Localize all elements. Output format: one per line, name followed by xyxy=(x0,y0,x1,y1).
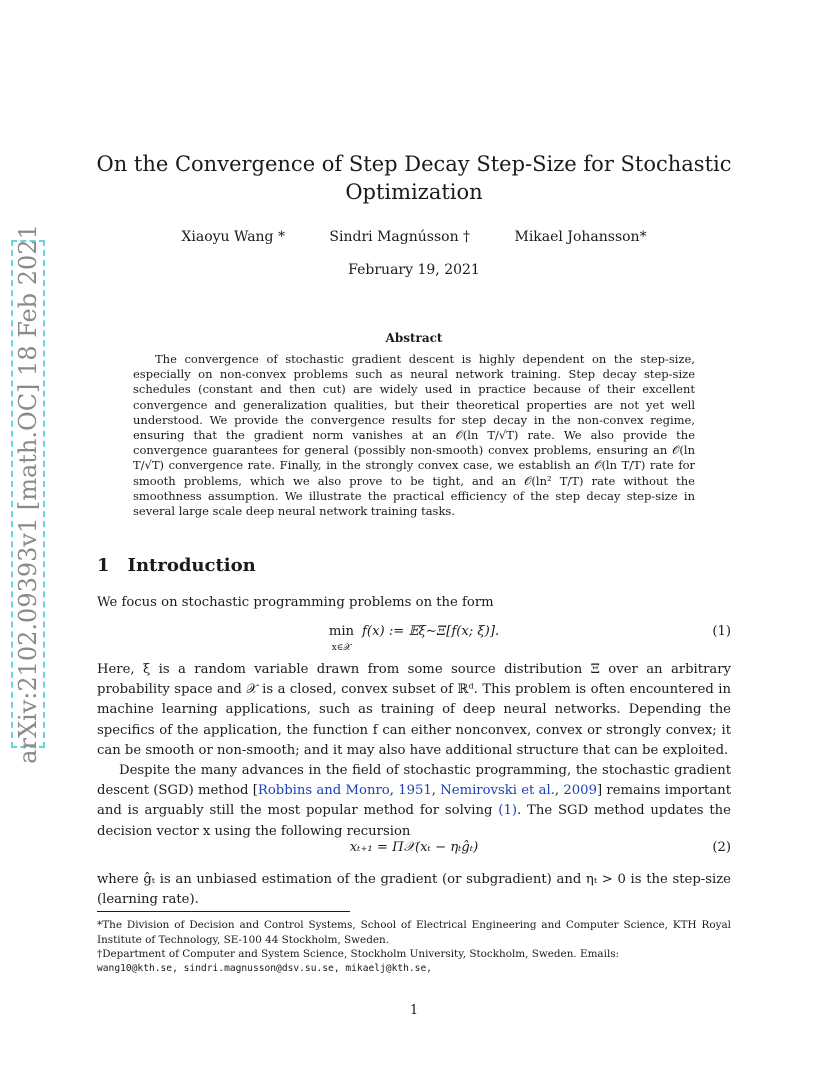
eq-ref-1[interactable]: (1) xyxy=(498,803,517,819)
page-number: 1 xyxy=(409,1003,419,1018)
section-title: Introduction xyxy=(127,555,256,576)
eq2-number: (2) xyxy=(712,840,731,855)
footnotes xyxy=(97,918,731,976)
section-number: 1 xyxy=(97,555,110,576)
footnote-1: *The Division of Decision and Control Systems, School of Electrical Engineering and Computer Science, KTH Royal Institute of Technology, SE-100 44 Stockholm, Sweden. xyxy=(97,919,731,946)
author-list xyxy=(0,229,828,245)
author-2: Sindri Magnússon † xyxy=(329,229,471,245)
cite-robbins-monro[interactable]: Robbins and Monro xyxy=(257,783,390,799)
abstract-text: The convergence of stochastic gradient descent is highly dependent on the step-size, especially on non-convex problems such as neural network training. Step decay step-size schedules (constant and then cut) are widely used in practice because of their excellent convergence and generalization qualities, but their theoretical properties are not yet well understood. We provide the convergence results for step decay in the non-convex regime, ensuring that the gradient norm vanishes at an 𝒪(ln T/√T) rate. We also provide the convergence guarantees for general (possibly non-smooth) convex problems, ensuring an 𝒪(ln T/√T) convergence rate. Finally, in the strongly convex case, we establish an 𝒪(ln T/T) rate for smooth problems, which we also prove to be tight, and an 𝒪(ln² T/T) rate without the smoothness assumption. We illustrate the practical efficiency of the step decay step-size in several large scale deep neural network training tasks. xyxy=(133,352,695,519)
paper-date: February 19, 2021 xyxy=(348,262,480,278)
author-1: Xiaoyu Wang * xyxy=(181,229,285,245)
abstract-body xyxy=(133,352,695,519)
cite-robbins-monro-year[interactable]: 1951 xyxy=(398,783,432,799)
section-heading xyxy=(97,555,256,576)
eq1-body: f(x) := 𝔼ξ∼Ξ[f(x; ξ)]. xyxy=(362,624,500,639)
intro-paragraph-4: where ĝₜ is an unbiased estimation of the gradient (or subgradient) and ηₜ > 0 is the step-size (learning rate). xyxy=(97,872,731,908)
paper-title: On the Convergence of Step Decay Step-Size for Stochastic Optimization xyxy=(96,152,732,204)
equation-1 xyxy=(97,624,731,654)
author-3: Mikael Johansson* xyxy=(514,229,647,245)
eq1-number: (1) xyxy=(712,624,731,639)
arxiv-id: arXiv:2102.09393v1 [math.OC] 18 Feb 2021 xyxy=(14,224,42,764)
eq1-min: min xyxy=(328,624,355,639)
eq2-body: xₜ₊₁ = Π𝒳(xₜ − ηₜĝₜ) xyxy=(349,840,479,855)
footnote-2: †Department of Computer and System Science, Stockholm University, Stockholm, Sweden. Emails: xyxy=(97,948,620,960)
intro-paragraph-2: Here, ξ is a random variable drawn from some source distribution Ξ over an arbitrary probability space and 𝒳 is a closed, convex subset of ℝᵈ. This problem is often encountered in machine learning applications, such as training of deep neural networks. Depending the specifics of the application, the function f can either nonconvex, convex or strongly convex; it can be smooth or non-smooth; and it may also have additional structure that can be exploited. Despite the many advances in the field of stochastic programming, the stochastic gradient descent (SGD) method [Robbins and Monro, 1951, Nemirovski et al., 2009] remains important and is arguably still the most popular method for solving (1). The SGD method updates the decision vector x using the following recursion xyxy=(97,660,731,842)
intro-paragraph-1: We focus on stochastic programming problems on the form xyxy=(97,595,494,610)
intro-paragraph-3: Despite the many advances in the field of stochastic programming, the stochastic gradient descent (SGD) method [Robbins and Monro, 1951, Nemirovski et al., 2009] remains important and is arguably still the most popular method for solving (1). The SGD method updates the decision vector x using the following recursion xyxy=(97,763,731,839)
footnote-rule xyxy=(97,911,350,912)
eq1-under: x∈𝒳 xyxy=(331,643,352,653)
footnote-emails: wang10@kth.se, sindri.magnusson@dsv.su.se, mikaelj@kth.se, xyxy=(97,962,433,974)
abstract-heading: Abstract xyxy=(385,331,443,345)
cite-nemirovski-year[interactable]: 2009 xyxy=(563,783,597,799)
equation-2 xyxy=(97,840,731,860)
cite-nemirovski[interactable]: Nemirovski et al. xyxy=(440,783,555,799)
arxiv-sidebar xyxy=(11,224,45,764)
